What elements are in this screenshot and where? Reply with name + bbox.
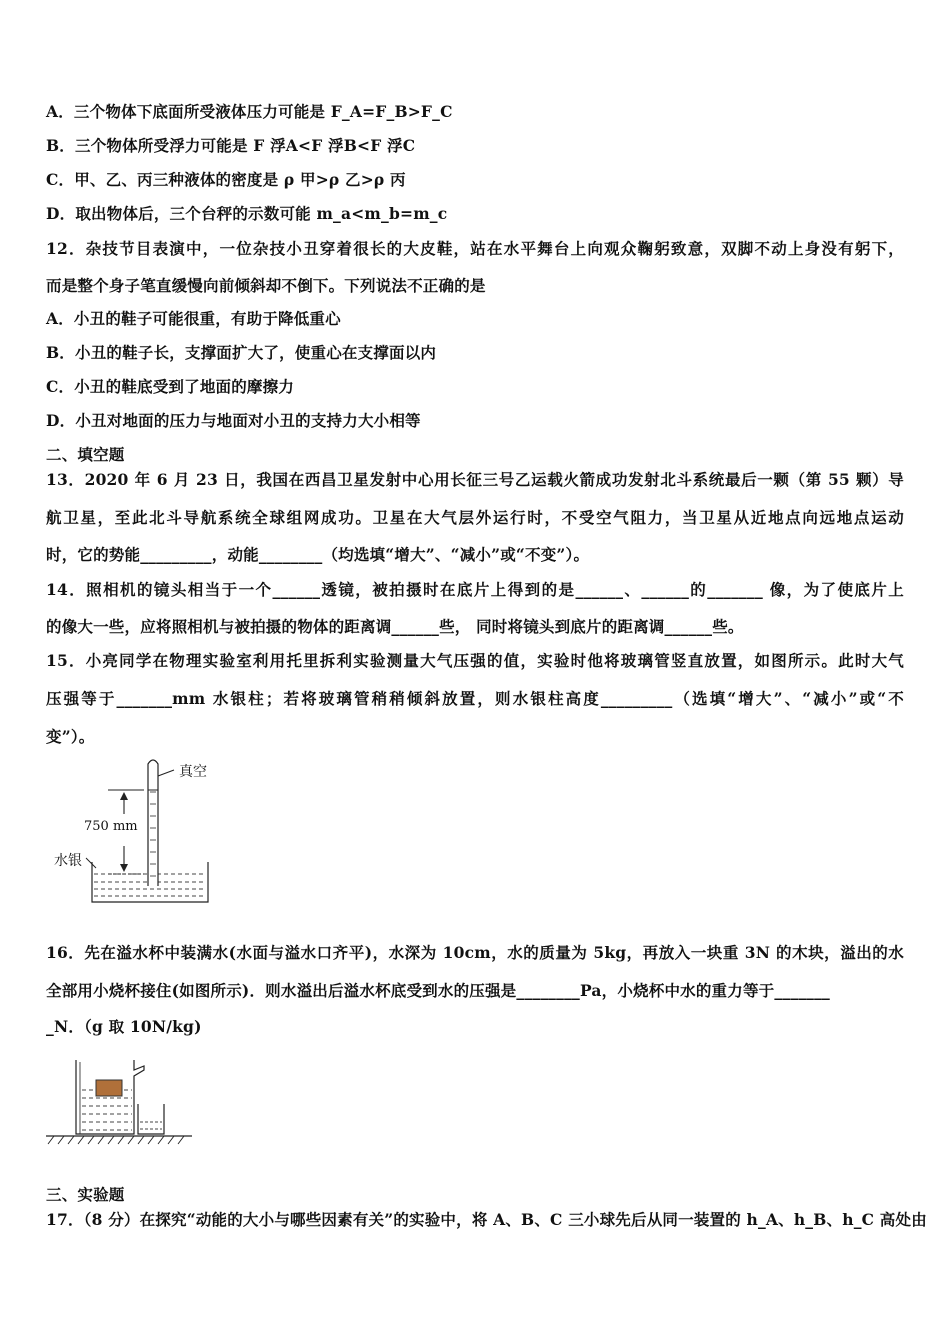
q13-line3: 时，它的势能_________，动能________（均选填“增大”、“减小”或“不变”）。	[46, 545, 590, 564]
section-title-fill-in: 二、填空题	[46, 445, 125, 464]
wooden-block	[96, 1080, 122, 1096]
overflow-cup-figure	[44, 1050, 194, 1150]
q12-option-b: B．小丑的鞋子长，支撑面扩大了，使重心在支撑面以内	[46, 343, 437, 362]
q12-stem-line2: 而是整个身子笔直缓慢向前倾斜却不倒下。下列说法不正确的是	[46, 276, 486, 295]
q14-line1: 14．照相机的镜头相当于一个______透镜，被拍摄时在底片上得到的是______、______的_______ 像，为了使底片上	[46, 580, 904, 599]
q15-line3: 变”）。	[46, 727, 95, 746]
q11-option-a: A．三个物体下底面所受液体压力可能是 F_A=F_B>F_C	[46, 102, 453, 121]
torricelli-height-label: 750 mm	[84, 819, 138, 834]
q16-line1: 16．先在溢水杯中装满水(水面与溢水口齐平)，水深为 10cm，水的质量为 5kg，再放入一块重 3N 的木块，溢出的水	[46, 943, 904, 962]
q16-line2: 全部用小烧杯接住(如图所示)．则水溢出后溢水杯底受到水的压强是________Pa，小烧杯中水的重力等于_______	[46, 981, 831, 1000]
section-title-experiment: 三、实验题	[46, 1185, 125, 1204]
q12-stem-line1: 12．杂技节目表演中，一位杂技小丑穿着很长的大皮鞋，站在水平舞台上向观众鞠躬致意，双脚不动上身没有躬下，	[46, 239, 904, 258]
torricelli-mercury-label: 水银	[54, 853, 82, 869]
q16-line3: _N．（g 取 10N/kg)	[46, 1017, 202, 1036]
q12-option-c: C．小丑的鞋底受到了地面的摩擦力	[46, 377, 295, 396]
torricelli-vacuum-label: 真空	[179, 764, 207, 780]
q11-option-b: B．三个物体所受浮力可能是 F 浮A<F 浮B<F 浮C	[46, 136, 416, 155]
q12-option-d: D．小丑对地面的压力与地面对小丑的支持力大小相等	[46, 411, 421, 430]
q13-line1: 13．2020 年 6 月 23 日，我国在西昌卫星发射中心用长征三号乙运载火箭成功发射北斗系统最后一颗（第 55 颗）导	[46, 470, 904, 489]
q15-line2: 压强等于_______mm 水银柱；若将玻璃管稍稍倾斜放置，则水银柱高度_________（选填“增大”、“减小”或“不	[46, 689, 904, 708]
q11-option-c: C．甲、乙、丙三种液体的密度是 ρ 甲>ρ 乙>ρ 丙	[46, 170, 406, 189]
q11-option-d: D．取出物体后，三个台秤的示数可能 m_a<m_b=m_c	[46, 204, 448, 223]
q13-line2: 航卫星，至此北斗导航系统全球组网成功。卫星在大气层外运行时，不受空气阻力，当卫星从近地点向远地点运动	[46, 508, 904, 527]
q17-line1: 17．（8 分）在探究“动能的大小与哪些因素有关”的实验中，将 A、B、C 三小球先后从同一装置的 h_A、h_B、h_C 高处由	[46, 1210, 927, 1229]
q14-line2: 的像大一些，应将照相机与被拍摄的物体的距离调______些， 同时将镜头到底片的距离调______些。	[46, 617, 744, 636]
q15-line1: 15．小亮同学在物理实验室利用托里拆利实验测量大气压强的值，实验时他将玻璃管竖直放置，如图所示。此时大气	[46, 651, 904, 670]
q12-option-a: A．小丑的鞋子可能很重，有助于降低重心	[46, 309, 341, 328]
